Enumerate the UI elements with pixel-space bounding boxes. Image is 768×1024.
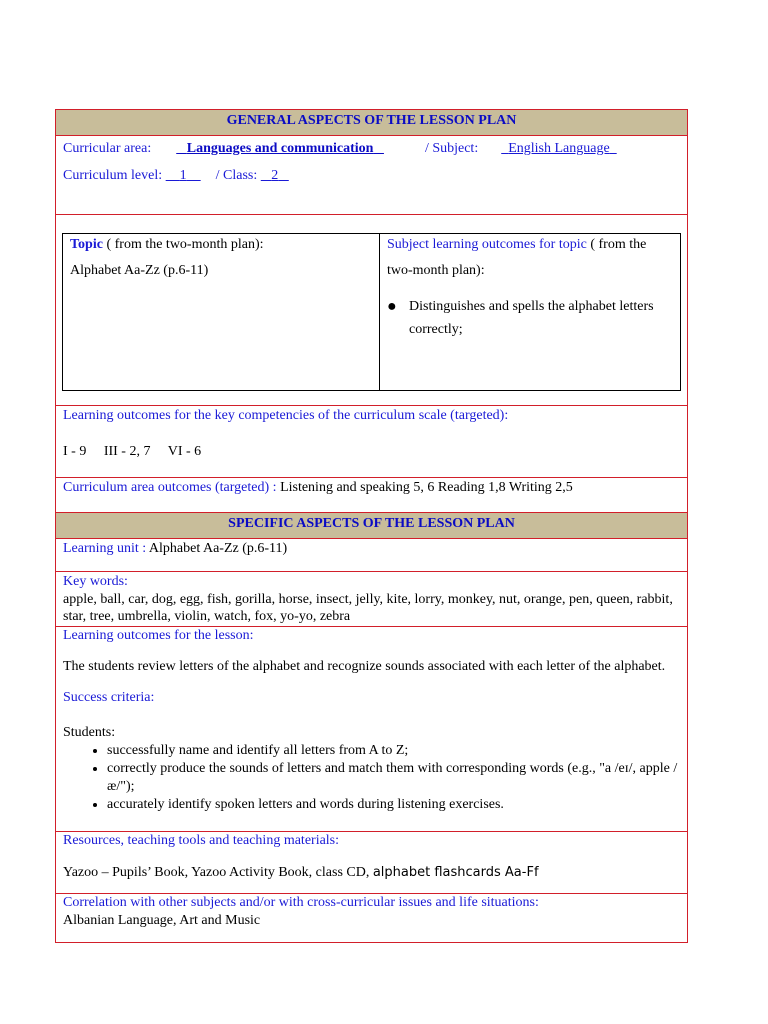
specific-aspects-header: SPECIFIC ASPECTS OF THE LESSON PLAN xyxy=(56,512,687,538)
success-criteria-item: • correctly produce the sounds of letters and match them with corresponding words (e.g., "a /eɪ/, apple /æ/"); xyxy=(107,760,680,796)
success-criteria-item: • accurately identify spoken letters and words during listening exercises. xyxy=(107,796,680,814)
subject-label: / Subject: xyxy=(424,141,479,156)
lesson-outcomes-value: The students review letters of the alphabet and recognize sounds associated with each letter of the alphabet. xyxy=(63,659,666,674)
key-competencies-value: I - 9 III - 2, 7 VI - 6 xyxy=(63,444,202,459)
subject-value: English Language xyxy=(508,141,610,156)
correlation-value: Albanian Language, Art and Music xyxy=(63,913,261,928)
key-words xyxy=(56,571,687,626)
class-label: / Class: xyxy=(215,168,258,183)
learning-unit-value: Alphabet Aa-Zz (p.6-11) xyxy=(146,541,288,556)
curricular-area-value: Languages and communication xyxy=(186,141,374,156)
curriculum-level-label: Curriculum level: xyxy=(63,168,163,183)
key-words-label: Key words: xyxy=(63,574,128,589)
resources-value: Yazoo – Pupils’ Book, Yazoo Activity Book, class CD, xyxy=(63,865,373,880)
success-criteria-item: • successfully name and identify all letters from A to Z; xyxy=(107,742,680,760)
resources xyxy=(56,831,687,893)
topic-label: Topic xyxy=(70,237,103,252)
learning-unit xyxy=(56,538,687,571)
bullet-icon: ● xyxy=(387,298,397,315)
curriculum-area-outcomes-value: Listening and speaking 5, 6 Reading 1,8 Writing 2,5 xyxy=(276,480,573,495)
success-criteria-intro: Students: xyxy=(63,725,116,740)
curricular-area-label: Curricular area: xyxy=(63,141,152,156)
lesson-plan xyxy=(55,109,688,943)
resources-value-flashcards: alphabet flashcards Aa-Ff xyxy=(372,865,539,880)
curriculum-level-value: 1 xyxy=(179,168,187,183)
lesson-outcomes xyxy=(56,626,687,831)
key-competencies xyxy=(56,405,687,477)
topic-section xyxy=(56,214,687,405)
curricular-info xyxy=(56,135,687,214)
subject-outcomes-label-line2: two-month plan): xyxy=(387,263,485,278)
resources-label: Resources, teaching tools and teaching materials: xyxy=(63,833,340,848)
subject-outcomes-label-suffix: ( from the xyxy=(586,237,647,252)
topic-cell xyxy=(63,234,380,390)
learning-unit-label: Learning unit : xyxy=(63,541,147,556)
topic-value: Alphabet Aa-Zz (p.6-11) xyxy=(70,263,209,278)
general-aspects-header: GENERAL ASPECTS OF THE LESSON PLAN xyxy=(56,110,687,135)
lesson-outcomes-label: Learning outcomes for the lesson: xyxy=(63,628,254,643)
lesson-plan-table xyxy=(55,109,688,943)
curriculum-area-outcomes-label: Curriculum area outcomes (targeted) : xyxy=(63,480,277,495)
key-words-value: apple, ball, car, dog, egg, fish, gorilla, horse, insect, jelly, kite, lorry, monkey, nut, orange, pen, queen, rabbit, star, tree, umbrella, violin, watch, fox, yo-yo, zebra xyxy=(63,591,673,624)
subject-outcomes-label: Subject learning outcomes for topic xyxy=(387,237,587,252)
key-competencies-label: Learning outcomes for the key competencies of the curriculum scale (targeted): xyxy=(63,408,509,423)
success-criteria-label: Success criteria: xyxy=(63,690,155,705)
subject-outcome-item xyxy=(387,295,673,341)
class-value: 2 xyxy=(271,168,279,183)
subject-outcome-text: Distinguishes and spells the alphabet letters correctly; xyxy=(409,299,654,337)
correlation-label: Correlation with other subjects and/or with cross-curricular issues and life situations: xyxy=(63,895,539,910)
topic-label-suffix: ( from the two-month plan): xyxy=(102,237,264,252)
subject-outcomes-cell xyxy=(380,234,680,390)
correlation xyxy=(56,893,687,942)
success-criteria-list xyxy=(63,742,680,814)
curriculum-area-outcomes xyxy=(56,477,687,512)
topic-box xyxy=(62,233,681,391)
